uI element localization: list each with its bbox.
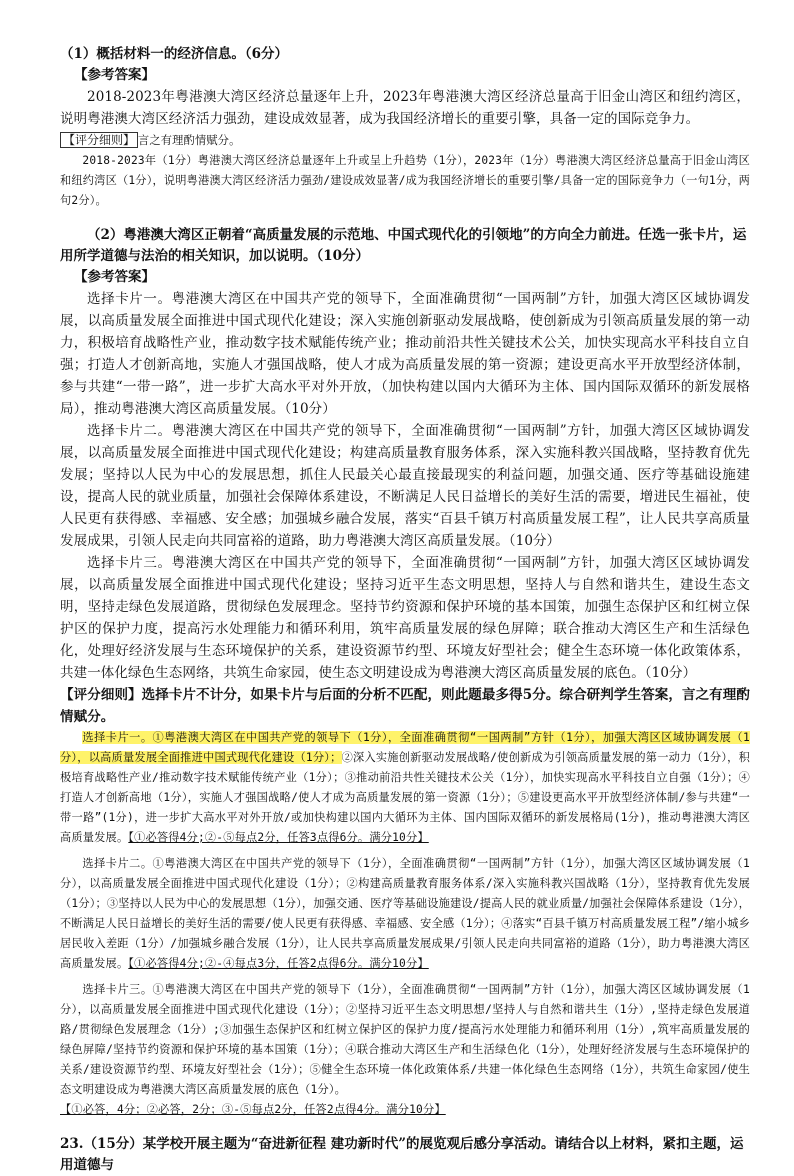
reference-answer-label: 【参考答案】 <box>74 67 155 83</box>
card-2-rubric-text: 选择卡片二。①粤港澳大湾区在中国共产党的领导下（1分），全面准确贯彻“一国两制”方针（1分），加强大湾区区域协调发展（1分），以高质量发展全面推进中国式现代化建设（1分）；②构建高质量教育服务体系/深入实施科教兴国战略（1分），坚持教育优先发展（1分）；③坚持以人民为中心的发展思想（1分），加强交通、医疗等基础设施建设/提高人民的就业质量/加强社会保障体系建设（1分），不断满足人民日益增长的美好生活的需要/使人民更有获得感、幸福感、安全感（1分）；④落实“百县千镇万村高质量发展工程”/缩小城乡居民收入差距（1分）/加强城乡融合发展（1分），让人民共享高质量发展成果/引领人民走向共同富裕的道路（1分），助力粤港澳大湾区高质量发展。 <box>60 857 750 970</box>
question-1-rubric-detail: 2018-2023年（1分）粤港澳大湾区经济总量逐年上升或呈上升趋势（1分），2023年（1分）粤港澳大湾区经济总量高于旧金山湾区和纽约湾区（1分），说明粤港澳大湾区经济活力强劲/建设成效显著/成为我国经济增长的重要引擎/具备一定的国际竞争力（一句1分，两句2分）。 <box>60 154 750 207</box>
question-1-title: （1）概括材料一的经济信息。（6分） <box>60 46 289 62</box>
card-1-rubric <box>60 728 750 848</box>
reference-answer-label: 【参考答案】 <box>74 269 155 285</box>
card-1-rubric-highlight: 选择卡片一。①粤港澳大湾区在中国共产党的领导下（1分），全面准确贯彻“一国两制”方针（1分），加强大湾区区域协调发展（1分），以高质量发展全面推进中国式现代化建设（1分）； <box>60 731 750 764</box>
rubric-note: 言之有理酌情赋分。 <box>138 134 241 147</box>
card-2-answer: 选择卡片二。粤港澳大湾区在中国共产党的领导下，全面准确贯彻“一国两制”方针，加强大湾区区域协调发展，以高质量发展全面推进中国式现代化建设；构建高质量教育服务体系，深入实施科教兴国战略，坚持教育优先发展；坚持以人民为中心的发展思想，抓住人民最关心最直接最现实的利益问题，加强交通、医疗等基础设施建设，提高人民的就业质量，加强社会保障体系建设，不断满足人民日益增长的美好生活的需要，增进民生福祉，使人民更有获得感、幸福感、安全感；加强城乡融合发展，落实“百县千镇万村高质量发展工程”，让人民共享高质量发展成果，引领人民走向共同富裕的道路，助力粤港澳大湾区高质量发展。（10分） <box>60 423 750 549</box>
card-1-rubric-rest: ②深入实施创新驱动发展战略/使创新成为引领高质量发展的第一动力（1分），积极培育战略性产业/推动数字技术赋能传统产业（1分）；③推动前沿共性关键技术公关（1分），加快实现高水平科技自立自强（1分）；④打造人才创新高地（1分），实施人才强国战略/使人才成为高质量发展的第一资源（1分）；⑤建设更高水平开放型经济体制/参与共建“一带一路”(1分)，进一步扩大高水平对外开放/或加快构建以国内大循环为主体、国内国际双循环的新发展格局(1分)，推动粤港澳大湾区高质量发展。 <box>60 751 750 844</box>
question-2-title: （2）粤港澳大湾区正朝着“高质量发展的示范地、中国式现代化的引领地”的方向全力前进。任选一张卡片，运用所学道德与法治的相关知识，加以说明。（10分） <box>60 227 747 264</box>
card-3-score-text: 【①必答，4分；②必答，2分；③-⑤每点2分，任答2点得4分。满分10分】 <box>60 1103 446 1116</box>
card-3-answer: 选择卡片三。粤港澳大湾区在中国共产党的领导下，全面准确贯彻“一国两制”方针，加强大湾区区域协调发展，以高质量发展全面推进中国式现代化建设；坚持习近平生态文明思想，坚持人与自然和谐共生，建设生态文明，坚持走绿色发展道路，贯彻绿色发展理念。坚持节约资源和保护环境的基本国策，加强生态保护区和红树立保护区的保护力度，提高污水处理能力和循环利用，筑牢高质量发展的绿色屏障；联合推动大湾区生产和生活绿色化，处理好经济发展与生态环境保护的关系，建设资源节约型、环境友好型社会；健全生态环境一体化政策体系，共建一体化绿色生态网络，共筑生命家园，使生态文明建设成为粤港澳大湾区高质量发展的底色。（10分） <box>60 555 750 681</box>
question-2-rubric-line: 【评分细则】选择卡片不计分，如果卡片与后面的分析不匹配，则此题最多得5分。综合研判学生答案，言之有理酌情赋分。 <box>60 687 750 725</box>
question-1-answer: 2018-2023年粤港澳大湾区经济总量逐年上升，2023年粤港澳大湾区经济总量高于旧金山湾区和纽约湾区，说明粤港澳大湾区经济活力强劲，建设成效显著，成为我国经济增长的重要引擎，具备一定的国际竞争力。 <box>60 89 750 127</box>
question-1-rubric-header <box>60 130 750 151</box>
card-1-score-note: 【①必答得4分;②-⑤每点2分，任答3点得6分。满分10分】 <box>128 831 429 844</box>
card-3-score-note <box>60 1100 750 1120</box>
rubric-label: 【评分细则】 <box>60 132 138 148</box>
card-3-rubric-text: 选择卡片三。①粤港澳大湾区在中国共产党的领导下（1分），全面准确贯彻“一国两制”方针（1分），加强大湾区区域协调发展（1分），以高质量发展全面推进中国式现代化建设（1分）；②坚持习近平生态文明思想/坚持人与自然和谐共生（1分）,坚持走绿色发展道路/贯彻绿色发展理念（1分）;③加强生态保护区和红树立保护区的保护力度/提高污水处理能力和循环利用（1分）,筑牢高质量发展的绿色屏障/坚持节约资源和保护环境的基本国策（1分）；④联合推动大湾区生产和生活绿色化（1分），处理好经济发展与生态环境保护的关系/建设资源节约型、环境友好型社会（1分）；⑤健全生态环境一体化政策体系/共建一体化绿色生态网络（1分），共筑生命家园/使生态文明建设成为粤港澳大湾区高质量发展的底色（1分）。 <box>60 983 750 1096</box>
card-3-rubric <box>60 980 750 1100</box>
answer-page <box>60 44 750 1176</box>
card-2-rubric <box>60 854 750 974</box>
card-2-score-note: 【①必答得4分;②-④每点3分，任答2点得6分。满分10分】 <box>128 957 429 970</box>
card-1-answer: 选择卡片一。粤港澳大湾区在中国共产党的领导下，全面准确贯彻“一国两制”方针，加强大湾区区域协调发展，以高质量发展全面推进中国式现代化建设；深入实施创新驱动发展战略，使创新成为引领高质量发展的第一动力，积极培育战略性产业，推动数字技术赋能传统产业；推动前沿共性关键技术公关，加快实现高水平科技自立自强；打造人才创新高地，实施人才强国战略，使人才成为高质量发展的第一资源；建设更高水平开放型经济体制，参与共建“一带一路”，进一步扩大高水平对外开放，（加快构建以国内大循环为主体、国内国际双循环的新发展格局），推动粤港澳大湾区高质量发展。（10分） <box>60 291 750 417</box>
question-23-stem: 23.（15分）某学校开展主题为“奋进新征程 建功新时代”的展览观后感分享活动。请结合以上材料，紧扣主题，运用道德与 <box>60 1136 744 1173</box>
